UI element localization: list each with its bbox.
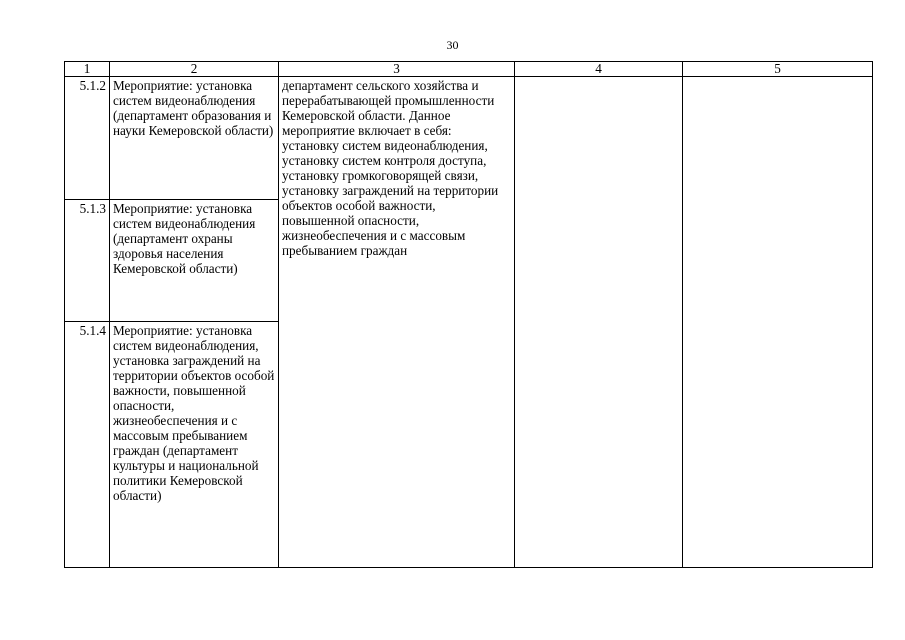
column-header-1: 1 <box>65 62 110 77</box>
row-number: 5.1.2 <box>65 77 110 200</box>
table-header-row <box>65 62 873 77</box>
measures-table <box>64 61 873 568</box>
row-number: 5.1.3 <box>65 200 110 322</box>
table-row <box>65 77 873 200</box>
activity-cell: Мероприятие: установка систем видеонаблюдения, установка заграждений на территории объектов особой важности, повышенной опасности, жизнеобеспечения и с массовым пребыванием граждан (департамент культуры и национальной политики Кемеровской области) <box>110 322 279 568</box>
column-header-4: 4 <box>515 62 683 77</box>
column-header-5: 5 <box>683 62 873 77</box>
column-5-cell <box>683 77 873 568</box>
activity-cell: Мероприятие: установка систем видеонаблюдения (департамент охраны здоровья населения Кемеровской области) <box>110 200 279 322</box>
activity-cell: Мероприятие: установка систем видеонаблюдения (департамент образования и науки Кемеровской области) <box>110 77 279 200</box>
page-number: 30 <box>446 38 459 52</box>
column-header-2: 2 <box>110 62 279 77</box>
row-number: 5.1.4 <box>65 322 110 568</box>
column-header-3: 3 <box>279 62 515 77</box>
column-4-cell <box>515 77 683 568</box>
responsible-description-cell: департамент сельского хозяйства и перерабатывающей промышленности Кемеровской области. Данное мероприятие включает в себя: установку систем видеонаблюдения, установку систем контроля доступа, установку громкоговорящей связи, установку заграждений на территории объектов особой важности, повышенной опасности, жизнеобеспечения и с массовым пребыванием граждан <box>279 77 515 568</box>
